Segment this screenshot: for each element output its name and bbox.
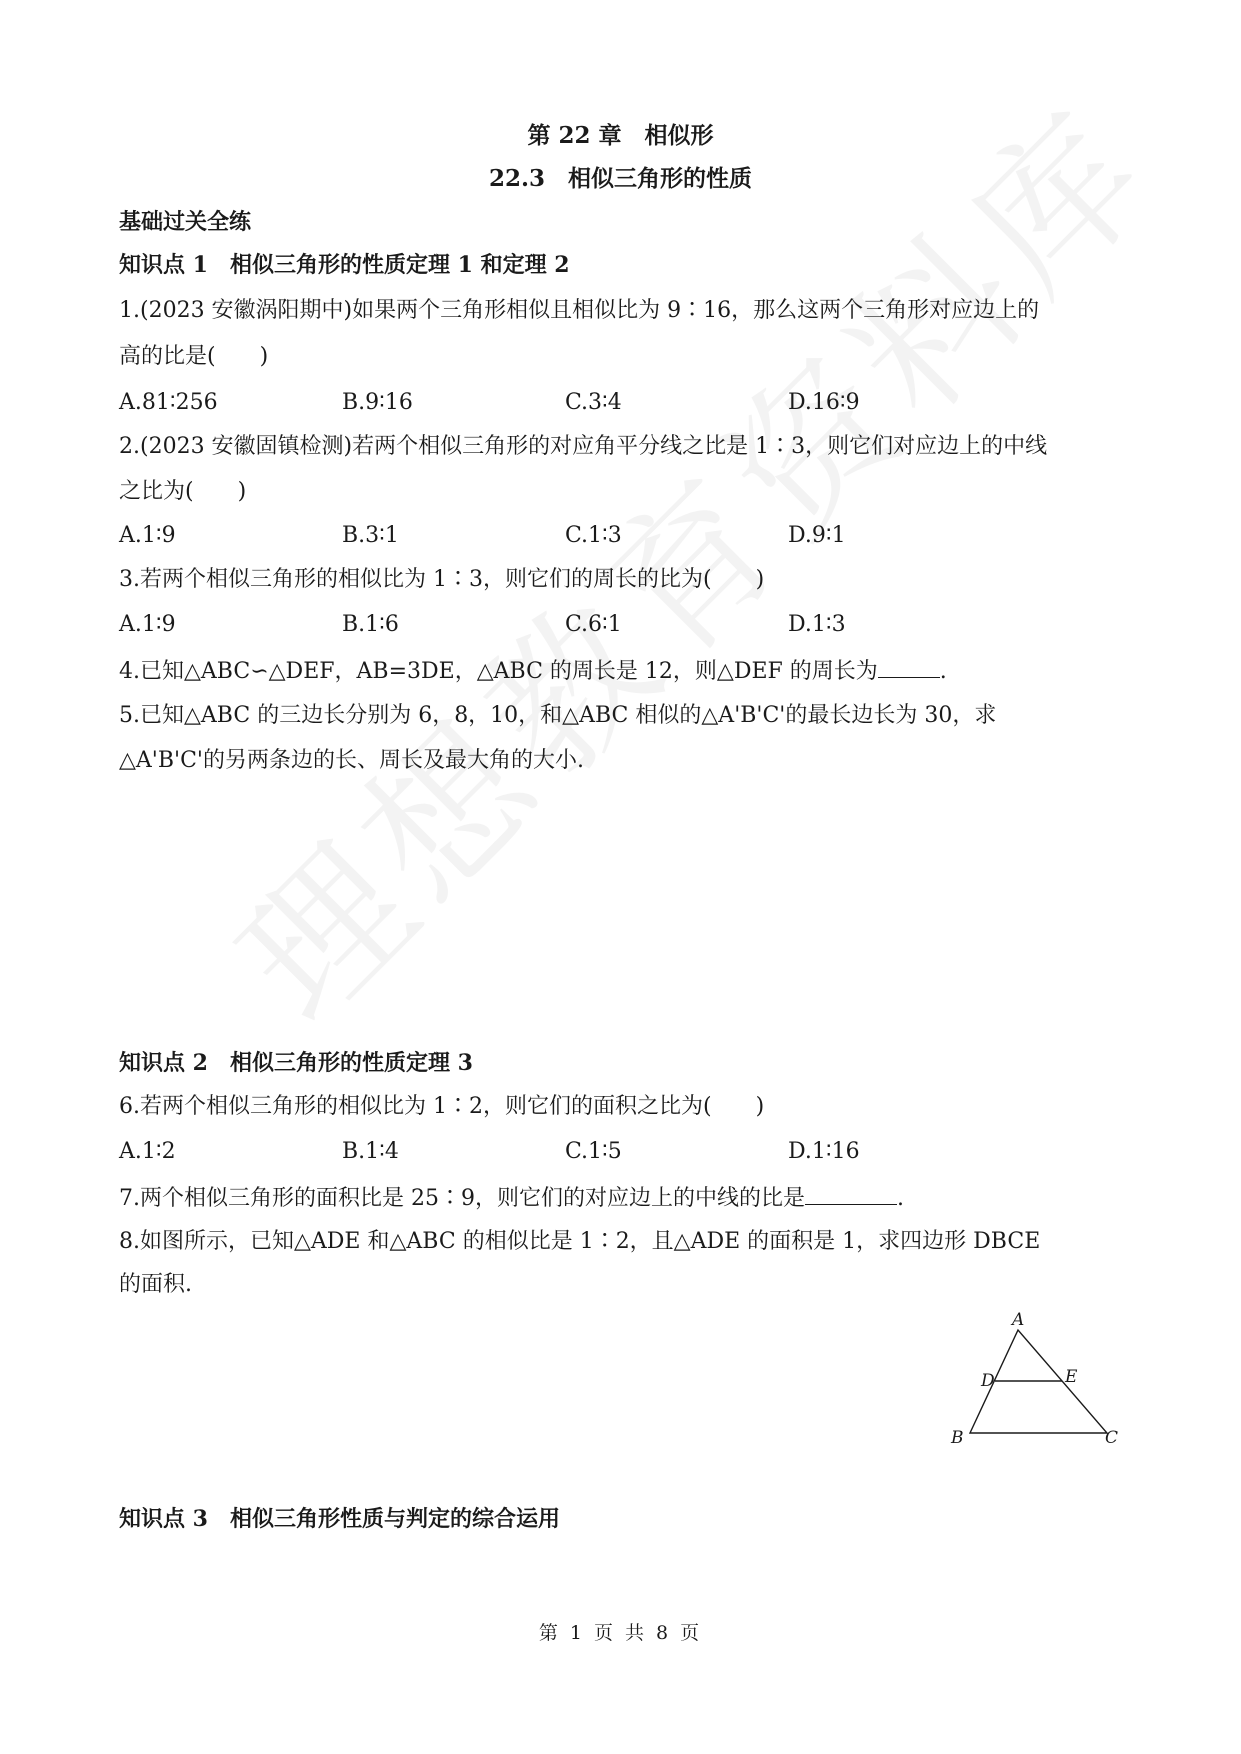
watermark [180, 49, 1194, 1063]
question-1-line-1: 1.(2023 安徽涡阳期中)如果两个三角形相似且相似比为 9∶16，那么这两个三角形对应边上的 [119, 298, 1040, 323]
question-4 [119, 655, 947, 687]
label-d: D [981, 1371, 995, 1391]
question-7-end: . [896, 1186, 904, 1211]
knowledge-point-2: 知识点 2 相似三角形的性质定理 3 [119, 1050, 473, 1076]
question-6-line-1: 6.若两个相似三角形的相似比为 1∶2，则它们的面积之比为( ) [119, 1094, 765, 1119]
chapter-title: 第 22 章 相似形 [527, 122, 714, 149]
label-e: E [1065, 1367, 1078, 1387]
question-2-line-1: 2.(2023 安徽固镇检测)若两个相似三角形的对应角平分线之比是 1∶3，则它们对应边上的中线 [119, 434, 1048, 459]
q3-option-b: B.1∶6 [342, 612, 399, 637]
question-3-line-1: 3.若两个相似三角形的相似比为 1∶3，则它们的周长的比为( ) [119, 567, 765, 592]
q3-option-d: D.1∶3 [788, 612, 846, 637]
answer-blank-q7[interactable] [805, 1182, 897, 1205]
q3-option-a: A.1∶9 [119, 612, 176, 637]
q1-option-a: A.81∶256 [119, 390, 218, 415]
answer-blank-q4[interactable] [878, 655, 940, 678]
q1-option-b: B.9∶16 [342, 390, 413, 415]
practice-heading: 基础过关全练 [119, 209, 252, 235]
question-1-line-2: 高的比是( ) [119, 344, 269, 369]
q2-option-b: B.3∶1 [342, 523, 399, 548]
q6-option-c: C.1∶5 [565, 1139, 622, 1164]
question-8-line-1: 8.如图所示，已知△ADE 和△ABC 的相似比是 1∶2，且△ADE 的面积是 1，求四边形 DBCE [119, 1229, 1041, 1254]
question-2-line-2: 之比为( ) [119, 479, 247, 504]
q1-option-d: D.16∶9 [788, 390, 860, 415]
label-c: C [1105, 1428, 1119, 1448]
question-7 [119, 1182, 904, 1214]
q2-option-d: D.9∶1 [788, 523, 846, 548]
question-4-text: 4.已知△ABC∽△DEF，AB=3DE，△ABC 的周长是 12，则△DEF 的周长为 [119, 659, 878, 684]
q2-option-c: C.1∶3 [565, 523, 622, 548]
label-b: B [951, 1428, 964, 1448]
question-7-text: 7.两个相似三角形的面积比是 25∶9，则它们的对应边上的中线的比是 [119, 1186, 805, 1211]
q6-option-d: D.1∶16 [788, 1139, 860, 1164]
page-footer: 第 1 页 共 8 页 [538, 1622, 703, 1644]
question-8-line-2: 的面积. [119, 1272, 192, 1297]
q6-option-a: A.1∶2 [119, 1139, 176, 1164]
knowledge-point-3: 知识点 3 相似三角形性质与判定的综合运用 [119, 1506, 560, 1532]
question-5-line-2: △A'B'C'的另两条边的长、周长及最大角的大小. [119, 748, 584, 773]
label-a: A [1012, 1310, 1025, 1330]
section-title: 22.3 相似三角形的性质 [488, 165, 753, 192]
q1-option-c: C.3∶4 [565, 390, 622, 415]
q3-option-c: C.6∶1 [565, 612, 622, 637]
question-5-line-1: 5.已知△ABC 的三边长分别为 6，8，10，和△ABC 相似的△A'B'C'的最长边长为 30，求 [119, 703, 997, 728]
question-4-end: . [939, 659, 947, 684]
q6-option-b: B.1∶4 [342, 1139, 399, 1164]
q2-option-a: A.1∶9 [119, 523, 176, 548]
triangle-figure [942, 1310, 1122, 1460]
knowledge-point-1: 知识点 1 相似三角形的性质定理 1 和定理 2 [119, 252, 570, 278]
